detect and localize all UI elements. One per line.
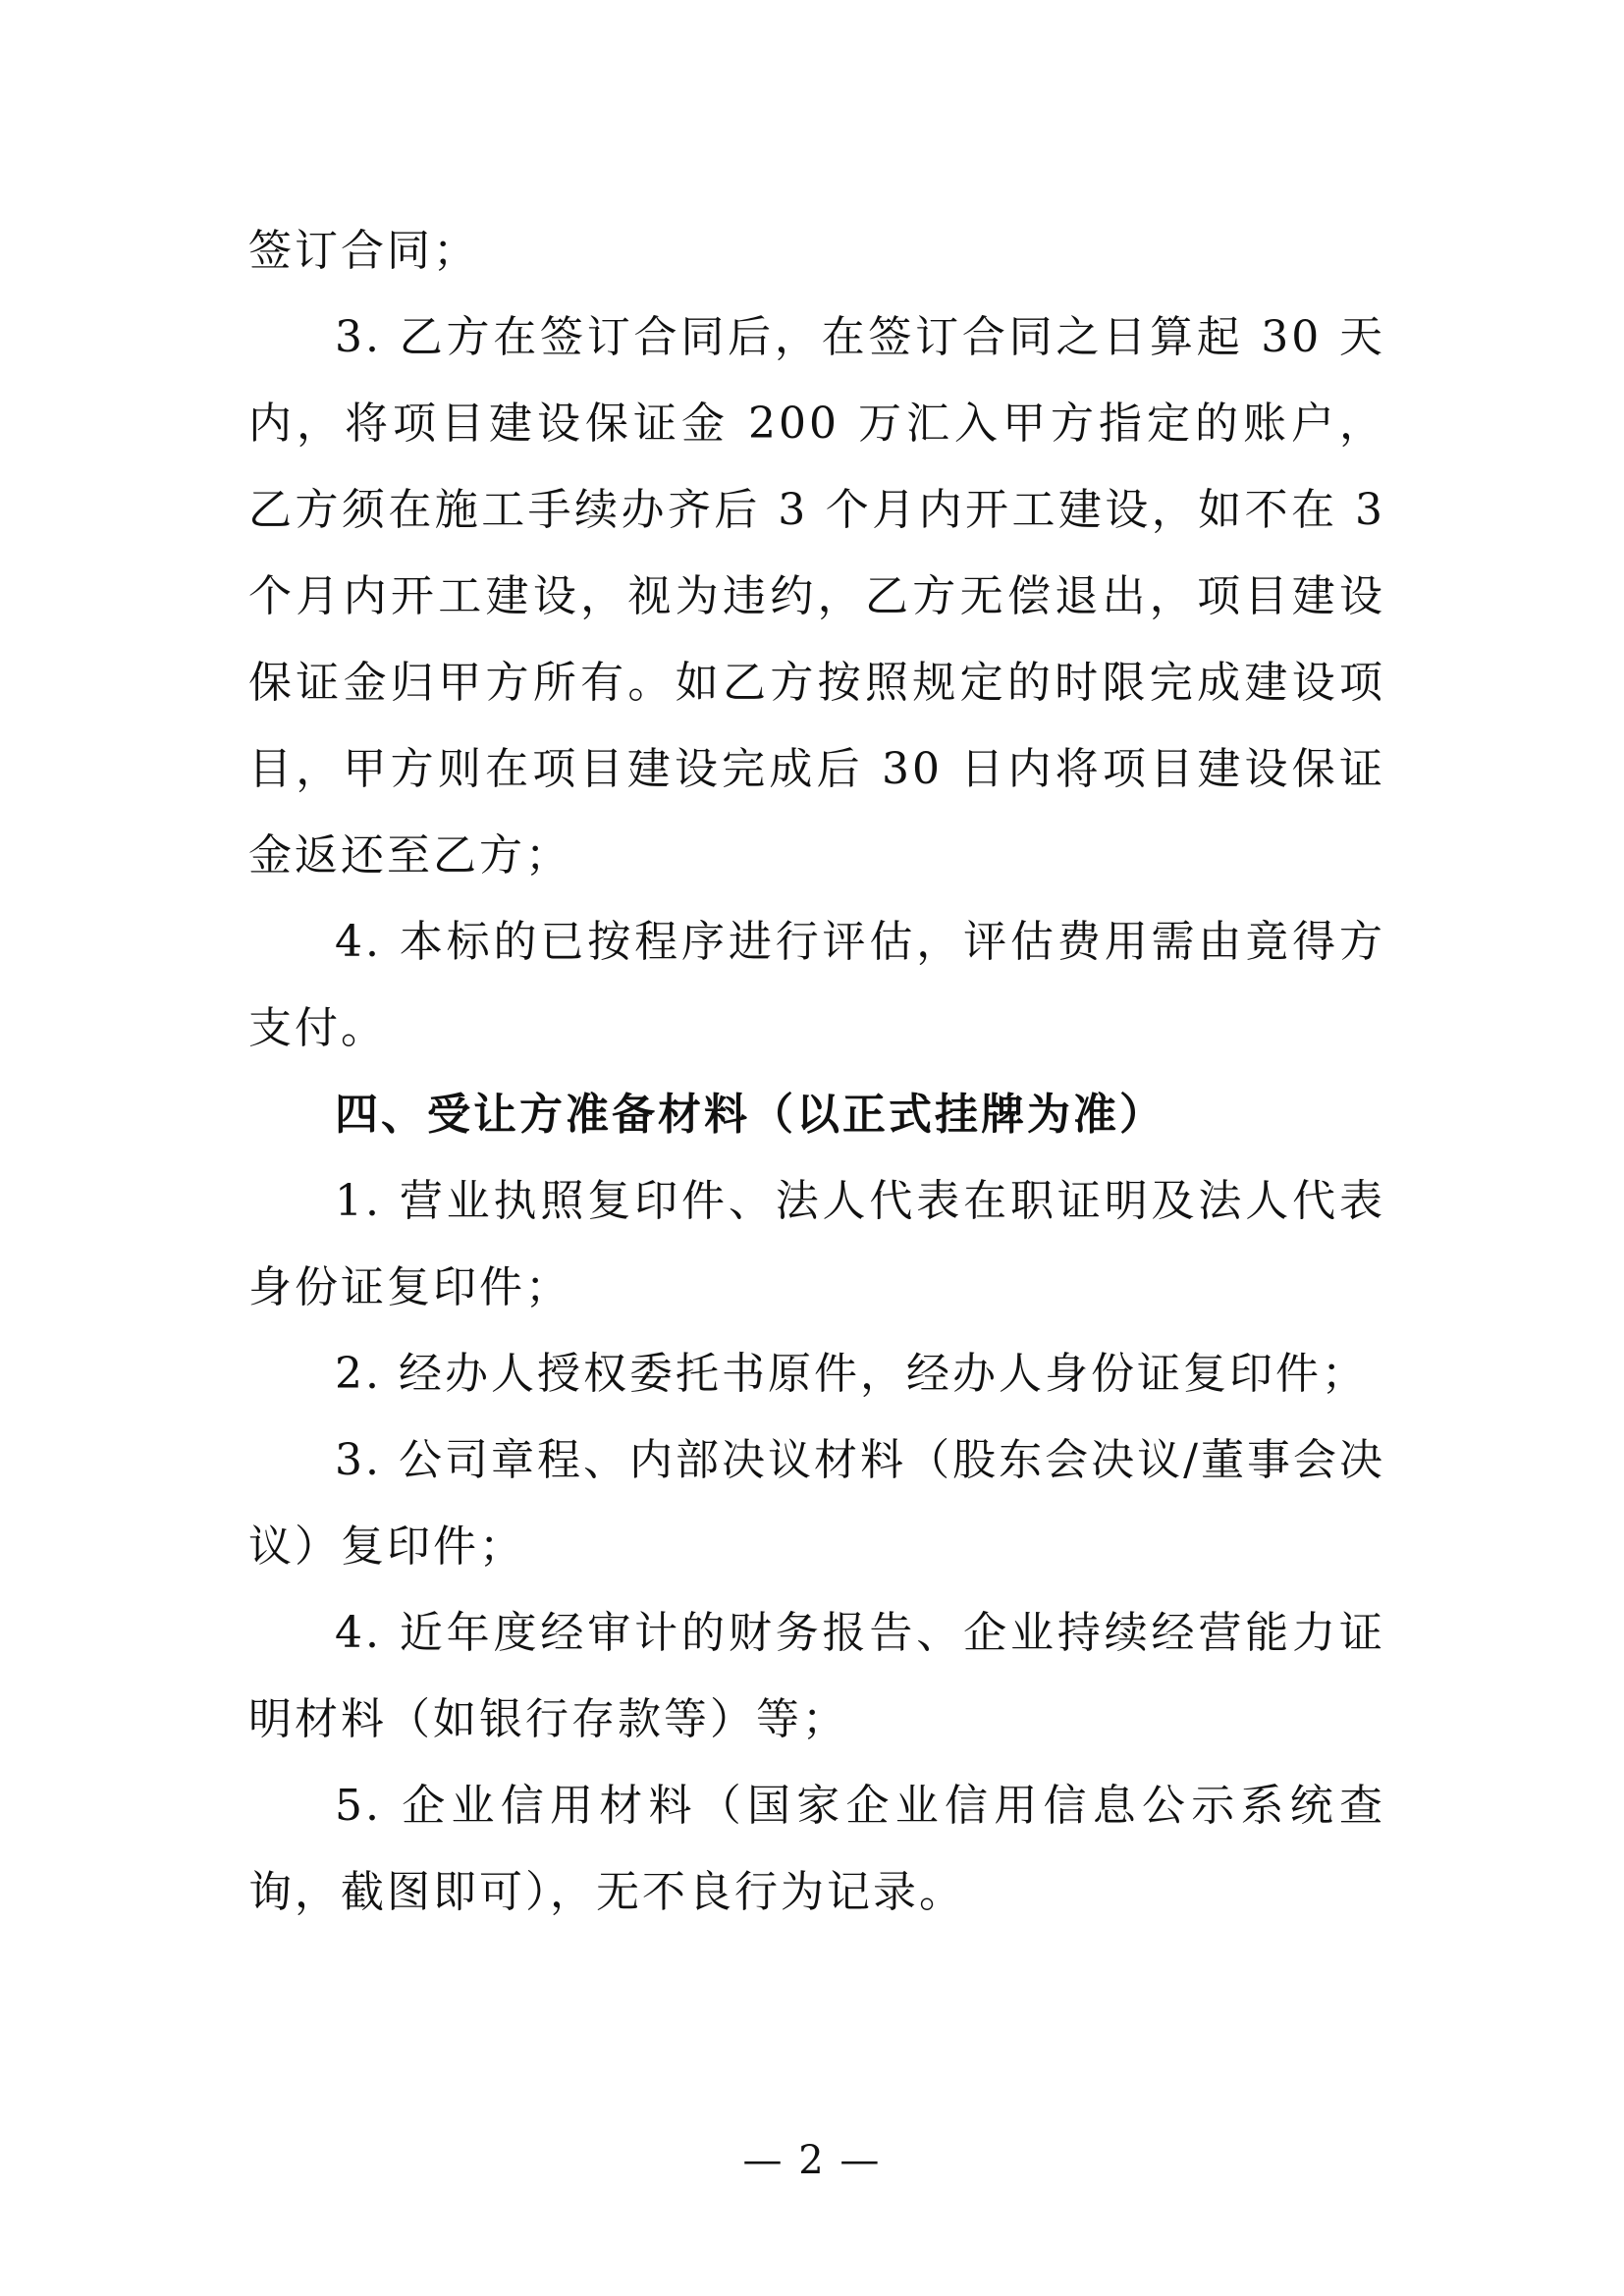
material-item-4: 4. 近年度经审计的财务报告、企业持续经营能力证明材料（如银行存款等）等； — [248, 1608, 1385, 1744]
paragraph-item-3: 3. 乙方在签订合同后，在签订合同之日算起 30 天内，将项目建设保证金 200 万汇入甲方指定的账户，乙方须在施工手续办齐后 3 个月内开工建设，如不在 3 个月内开工建设，视为违约，乙方无偿退出，项目建设保证金归甲方所有。如乙方按照规定的时限完成建设项目，甲方则在项目建设完成后 30 日内将项目建设保证金返还至乙方； — [248, 312, 1385, 881]
document-body — [248, 208, 1385, 1936]
paragraph-continuation: 签订合同； — [248, 226, 479, 276]
material-item-5: 5. 企业信用材料（国家企业信用信息公示系统查询，截图即可），无不良行为记录。 — [248, 1781, 1385, 1917]
material-item-3: 3. 公司章程、内部决议材料（股东会决议/董事会决议）复印件； — [248, 1435, 1385, 1572]
page-number: — 2 — — [742, 2138, 882, 2183]
paragraph-item-4: 4. 本标的已按程序进行评估，评估费用需由竟得方支付。 — [248, 917, 1385, 1053]
material-item-1: 1. 营业执照复印件、法人代表在职证明及法人代表身份证复印件； — [248, 1176, 1385, 1312]
material-item-2: 2. 经办人授权委托书原件，经办人身份证复印件； — [335, 1349, 1368, 1399]
section-heading: 四、受让方准备材料（以正式挂牌为准） — [335, 1090, 1165, 1140]
